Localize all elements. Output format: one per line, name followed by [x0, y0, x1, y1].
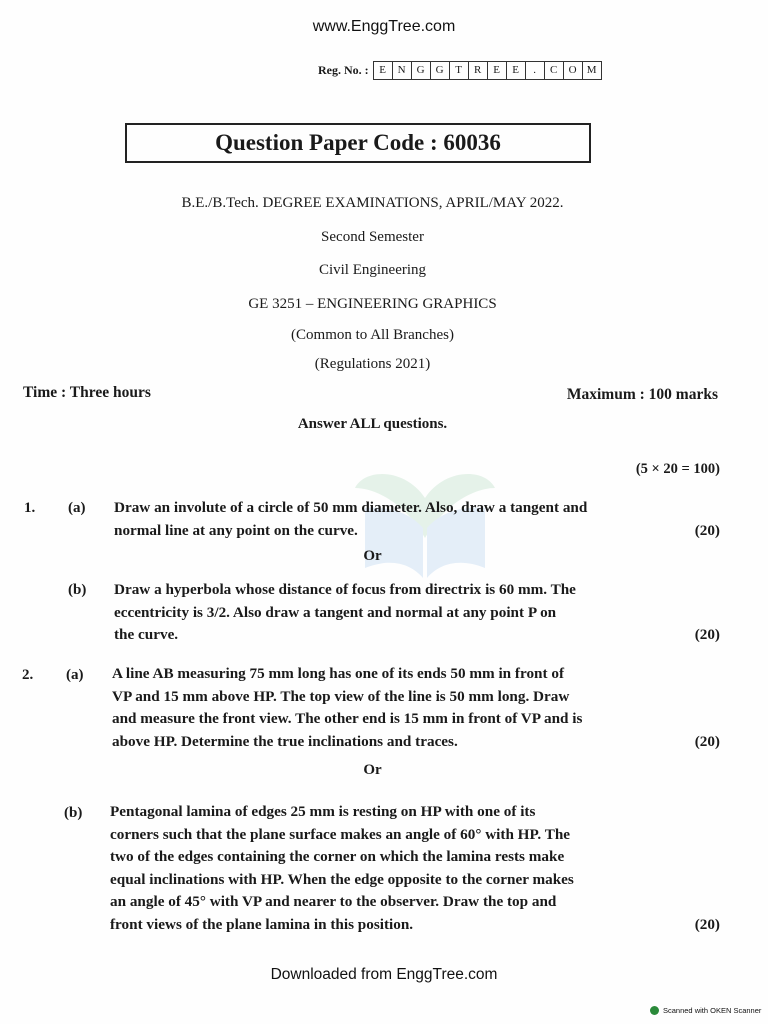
question-1a-text: [114, 497, 720, 542]
question-line: Pentagonal lamina of edges 25 mm is resting on HP with one of its: [110, 803, 536, 820]
question-number: 2.: [22, 667, 34, 683]
question-number: 1.: [24, 500, 36, 516]
reg-no-box: .: [526, 62, 545, 79]
site-header: www.EnggTree.com: [312, 18, 456, 35]
question-marks: (20): [694, 915, 720, 933]
reg-no-box: E: [374, 62, 393, 79]
regulations: (Regulations 2021): [314, 356, 431, 372]
scanner-stamp: [650, 1006, 761, 1015]
maximum-marks: Maximum : 100 marks: [566, 386, 718, 403]
question-2a-text: [112, 663, 720, 753]
question-line: A line AB measuring 75 mm long has one of its ends 50 mm in front of: [112, 665, 564, 682]
question-part-label: (a): [68, 500, 86, 516]
instructions: Answer ALL questions.: [297, 416, 448, 432]
exam-title: B.E./B.Tech. DEGREE EXAMINATIONS, APRIL/MAY 2022.: [181, 195, 564, 211]
question-line: corners such that the plane surface makes an angle of 60° with HP. The: [110, 825, 571, 843]
subject: GE 3251 – ENGINEERING GRAPHICS: [248, 296, 497, 312]
time-allowed: Time : Three hours: [23, 384, 151, 401]
reg-no-box: R: [469, 62, 488, 79]
question-line: Draw an involute of a circle of 50 mm diameter. Also, draw a tangent and: [114, 499, 588, 516]
question-marks: (20): [694, 626, 720, 643]
reg-no-box: N: [393, 62, 412, 79]
reg-no-box: G: [412, 62, 431, 79]
question-line-text: front views of the plane lamina in this position.: [110, 915, 414, 933]
question-line: VP and 15 mm above HP. The top view of the line is 50 mm long. Draw: [112, 687, 570, 705]
reg-no-box: T: [450, 62, 469, 79]
reg-no-box: C: [545, 62, 564, 79]
question-part-label: (b): [68, 582, 87, 598]
question-marks: (20): [694, 732, 720, 750]
or-separator: Or: [363, 548, 382, 564]
question-line-text: the curve.: [114, 626, 179, 643]
question-part-label: (a): [66, 667, 84, 683]
question-line: eccentricity is 3/2. Also draw a tangent and normal at any point P on: [114, 603, 557, 621]
question-line: [112, 731, 720, 754]
question-line: two of the edges containing the corner on which the lamina rests make: [110, 848, 565, 865]
department: Civil Engineering: [318, 262, 427, 278]
question-line: Draw a hyperbola whose distance of focus from directrix is 60 mm. The: [114, 581, 576, 598]
reg-no-boxes: [373, 61, 602, 80]
footer-download-note: Downloaded from EnggTree.com: [270, 966, 498, 983]
reg-no-box: E: [488, 62, 507, 79]
question-line: [114, 624, 720, 647]
question-1b-text: [114, 579, 720, 647]
paper-code: Question Paper Code : 60036: [125, 123, 591, 163]
question-part-label: (b): [64, 805, 83, 821]
question-line: and measure the front view. The other end is 15 mm in front of VP and is: [112, 710, 583, 727]
reg-no-label: Reg. No. :: [318, 63, 369, 77]
question-2b-text: [110, 801, 720, 936]
question-line: [114, 520, 720, 543]
reg-no-box: G: [431, 62, 450, 79]
question-line-text: normal line at any point on the curve.: [114, 521, 358, 539]
or-separator: Or: [363, 762, 382, 778]
question-line: an angle of 45° with VP and nearer to the observer. Draw the top and: [110, 893, 557, 910]
marks-formula: (5 × 20 = 100): [635, 461, 720, 477]
reg-no-box: M: [586, 64, 597, 76]
reg-no-box: O: [564, 62, 583, 79]
reg-no: [318, 61, 602, 80]
common-note: (Common to All Branches): [291, 327, 454, 343]
question-line: [110, 914, 720, 937]
question-marks: (20): [694, 521, 720, 539]
scanner-logo-icon: [650, 1006, 659, 1015]
semester: Second Semester: [321, 229, 424, 245]
reg-no-box: E: [507, 62, 526, 79]
question-line: equal inclinations with HP. When the edge opposite to the corner makes: [110, 870, 574, 888]
question-line-text: above HP. Determine the true inclinations and traces.: [112, 732, 458, 750]
scanner-text: Scanned with OKEN Scanner: [663, 1006, 762, 1015]
